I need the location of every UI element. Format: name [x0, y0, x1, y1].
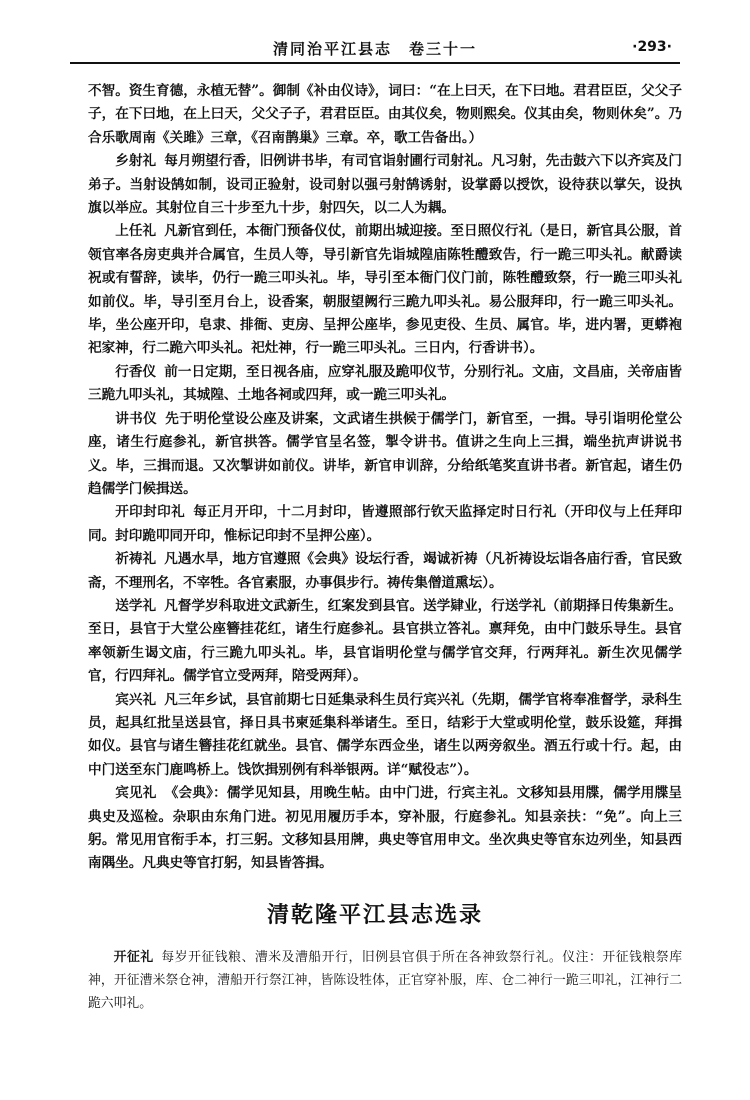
paragraph-continuation — [88, 80, 682, 150]
paragraph-text: 先于明伦堂设公座及讲案，文武诸生拱候于儒学门，新官至，一揖。导引诣明伦堂公座，诸生行庭参礼，新官拱答。儒学官呈名签，掣令讲书。值讲之生向上三揖，端坐抗声讲说书义。毕，三揖而退。又次掣讲如前仪。讲毕，新官申训辞，分给纸笔奖直讲书者。新官起，诸生仍趋儒学门候揖送。 — [88, 410, 683, 497]
ritual-term: 讲书仪 — [115, 410, 158, 427]
paragraph-text: 每岁开征钱粮、漕米及漕船开行，旧例县官俱于所在各神致祭行礼。仪注：开征钱粮祭库神，开征漕米祭仓神，漕船开行祭江神，皆陈设牲体，正官穿补服，库、仓二神行一跪三叩礼，江神行二跪六叩礼。 — [88, 950, 683, 1011]
paragraph-xiang-she-li — [88, 150, 682, 220]
ritual-term: 开征礼 — [113, 950, 154, 965]
section-title: 清乾隆平江县志选录 — [266, 903, 483, 928]
paragraph-text: 每正月开印，十二月封印，皆遵照部行钦天监择定时日行礼（开印仪与上任拜印同。封印跪叩同开印，惟标记印封不呈押公座）。 — [88, 504, 683, 544]
ritual-term: 行香仪 — [115, 363, 157, 380]
paragraph-kai-yin-feng-yin-li — [88, 501, 682, 548]
paragraph-text: 前一日定期，至日视各庙，应穿礼服及跪叩仪节，分别行礼。文庙，文昌庙，关帝庙皆三跪九叩头礼，其城隍、土地各祠或四拜，或一跪三叩头礼。 — [88, 363, 683, 404]
paragraph-kai-zheng-li — [88, 946, 682, 1015]
section-text-block — [88, 946, 682, 1015]
paragraph-text: 凡三年乡试，县官前期七日延集录科生员行宾兴礼（先期，儒学官将奉准督学，录科生员，起具红批呈送县官，择日具书柬延集科举诸生。至日，结彩于大堂或明伦堂，鼓乐设筵，拜揖如仪。县官与诸生簪挂花红就坐。县官、儒学东西佥坐，诸生以两旁叙坐。酒五行或十行。起，由中门送至东门鹿鸣桥上。饯饮揖别例有科举银两。详“赋役志”）。 — [88, 691, 683, 778]
ritual-term: 开印封印礼 — [115, 504, 186, 521]
ritual-term: 祈祷礼 — [115, 551, 157, 568]
ritual-term: 宾见礼 — [115, 785, 157, 802]
paragraph-bin-xing-li — [88, 689, 682, 783]
paragraph-bin-jian-li — [88, 782, 682, 876]
main-text-block — [88, 80, 682, 876]
page-number: ·293· — [632, 39, 672, 55]
paragraph-xing-xiang-yi — [88, 361, 682, 408]
paragraph-jiang-shu-yi — [88, 408, 682, 502]
paragraph-text: 凡督学岁科取进文武新生，红案发到县官。送学肄业，行送学礼（前期择日传集新生。至日，县官于大堂公座簪挂花红，诸生行庭参礼。县官拱立答礼。禀拜免，由中门鼓乐导生。县官率领新生谒文庙，行三跪九叩头礼。毕，县官诣明伦堂与儒学官交拜，行两拜礼。新生次见儒学官，行四拜礼。儒学官立受两拜，陪受两拜）。 — [88, 597, 683, 685]
paragraph-qi-dao-li — [88, 548, 682, 595]
paragraph-text: 《会典》：儒学见知县，用晚生帖。由中门进，行宾主礼。文移知县用牒，儒学用牒呈典史及巡检。杂职由东角门进。初见用履历手本，穿补服，行庭参礼。知县亲扶：“免”。向上三躬。常见用官衔手本，打三躬。文移知县用牌，典史等官用申文。坐次典史等官东边列坐，知县西南隅坐。凡典史等官打躬，知县皆答揖。 — [88, 785, 682, 872]
paragraph-text: 每月朔望行香，旧例讲书毕，有司官诣射圃行司射礼。凡习射，先击鼓六下以齐宾及门弟子。当射设鹄如制，设司正验射，设司射以强弓射鹄诱射，设掌爵以授饮，设待获以掌矢，设执旗以举应。其射位自三十步至九十步，射四矢，以二人为耦。 — [88, 153, 683, 217]
paragraph-text: 凡新官到任，本衙门预备仪仗，前期出城迎接。至日照仪行礼（是日，新官具公服，首领官率各房吏典并合属官，生员人等，导引新官先诣城隍庙陈牲醴致告，行一跪三叩头礼。献爵读祝或有誓辞，读毕，仍行一跪三叩头礼。毕，导引至本衙门仪门前，陈牲醴致祭，行一跪三叩头礼如前仪。毕，导引至月台上，设香案，朝服望阙行三跪九叩头礼。易公服拜印，行一跪三叩头礼。毕，坐公座开印，皂隶、排衙、吏房、呈押公座毕，参见吏役、生员、属官。毕，进内署，更蟒袍祀家神，行二跪六叩头礼。祀灶神，行一跪三叩头礼。三日内，行香讲书）。 — [88, 223, 683, 357]
paragraph-shang-ren-li — [88, 220, 682, 360]
ritual-term: 乡射礼 — [115, 153, 157, 170]
ritual-term: 送学礼 — [115, 597, 157, 614]
running-header — [70, 38, 680, 64]
header-title: 清同治平江县志 卷三十一 — [272, 40, 477, 58]
ritual-term: 宾兴礼 — [115, 691, 157, 708]
ritual-term: 上任礼 — [115, 223, 157, 240]
paragraph-song-xue-li — [88, 595, 682, 689]
paragraph-text: 凡遇水旱，地方官遵照《会典》设坛行香，竭诚祈祷（凡祈祷设坛诣各庙行香，官民致斋，不理刑名，不宰牲。各官素服，办事俱步行。祷传集僧道熏坛）。 — [88, 551, 683, 591]
paragraph-text: 不智。资生育德，永植无替”。御制《补由仪诗》，词曰：“在上曰天，在下曰地。君君臣臣，父父子子，在下曰地，在上曰天，父父子子，君君臣臣。由其仪矣，物则熙矣。仪其由矣，物则休矣”。乃合乐歌周南《关雎》三章，《召南鹊巢》三章。卒，歌工告备出。） — [88, 83, 682, 146]
